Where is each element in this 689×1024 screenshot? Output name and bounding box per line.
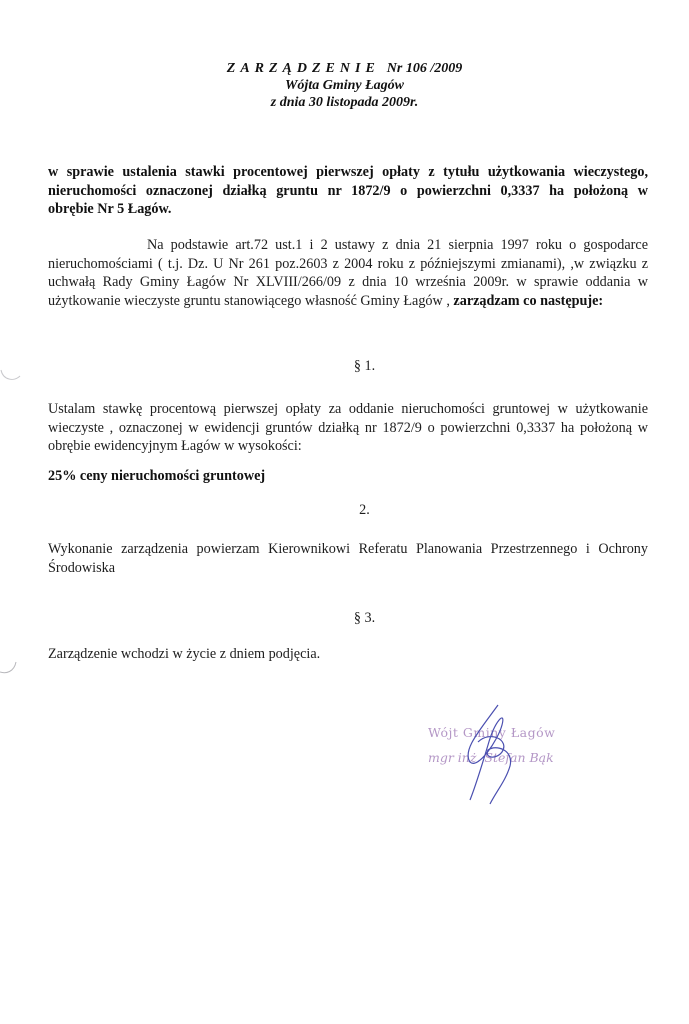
legal-basis-text: Na podstawie art.72 ust.1 i 2 ustawy z dnia 21 sierpnia 1997 roku o gospodarce nieruchomościami ( t.j. Dz. U Nr 261 poz.2603 z 2004 roku z późniejszymi zmianami), ,w związku z uchwałą Rady Gminy Łagów Nr XLVIII/266/09 z dnia 10 września 2009r. w sprawie oddania w użytkowanie wieczyste gruntu stanowiącego własność Gminy Łagów ,: [48, 237, 648, 309]
section-1-rate: 25% ceny nieruchomości gruntowej: [48, 468, 266, 484]
issuer: Wójta Gminy Łagów: [284, 78, 404, 93]
subject-line-1: w sprawie ustalenia stawki procentowej pierwszej opłaty z tytułu użytkowania wieczystego,: [48, 164, 648, 180]
punch-hole-mark-top: [0, 368, 22, 384]
title-main: ZARZĄDZENIE: [226, 61, 380, 76]
stamp-title: Wójt Gminy Łagów: [428, 725, 556, 740]
section-2-heading: 2.: [359, 502, 370, 518]
section-1-heading: § 1.: [353, 358, 376, 374]
punch-hole-mark-bottom: [0, 660, 18, 676]
title-number: Nr 106 /2009: [386, 61, 463, 76]
handwritten-signature: [440, 700, 560, 810]
section-1-text: Ustalam stawkę procentową pierwszej opłaty za oddanie nieruchomości gruntowej w użytkowanie wieczyste , oznaczonej w ewidencji gruntów działką nr 1872/9 o powierzchni 0,3337 ha położoną w obrębie ewidencyjnym Łagów w wysokości:: [48, 401, 648, 454]
section-3-heading: § 3.: [353, 610, 376, 626]
issue-date: z dnia 30 listopada 2009r.: [270, 95, 419, 110]
legal-basis-paragraph: [48, 236, 648, 310]
document-header: [0, 60, 689, 111]
stamp-name: mgr inż. Stefan Bąk: [428, 750, 554, 765]
section-2-text: Wykonanie zarządzenia powierzam Kierownikowi Referatu Planowania Przestrzennego i Ochrony Środowiska: [48, 541, 648, 576]
subject-line-3: obrębie Nr 5 Łagów.: [48, 201, 172, 217]
section-3-text: Zarządzenie wchodzi w życie z dniem podjęcia.: [48, 646, 321, 662]
document-title: [0, 60, 689, 77]
document-subject: [48, 163, 648, 219]
subject-line-2: nieruchomości oznaczonej działką gruntu nr 1872/9 o powierzchni 0,3337 ha położoną w: [48, 182, 648, 199]
legal-basis-decision: zarządzam co następuje:: [453, 292, 604, 309]
